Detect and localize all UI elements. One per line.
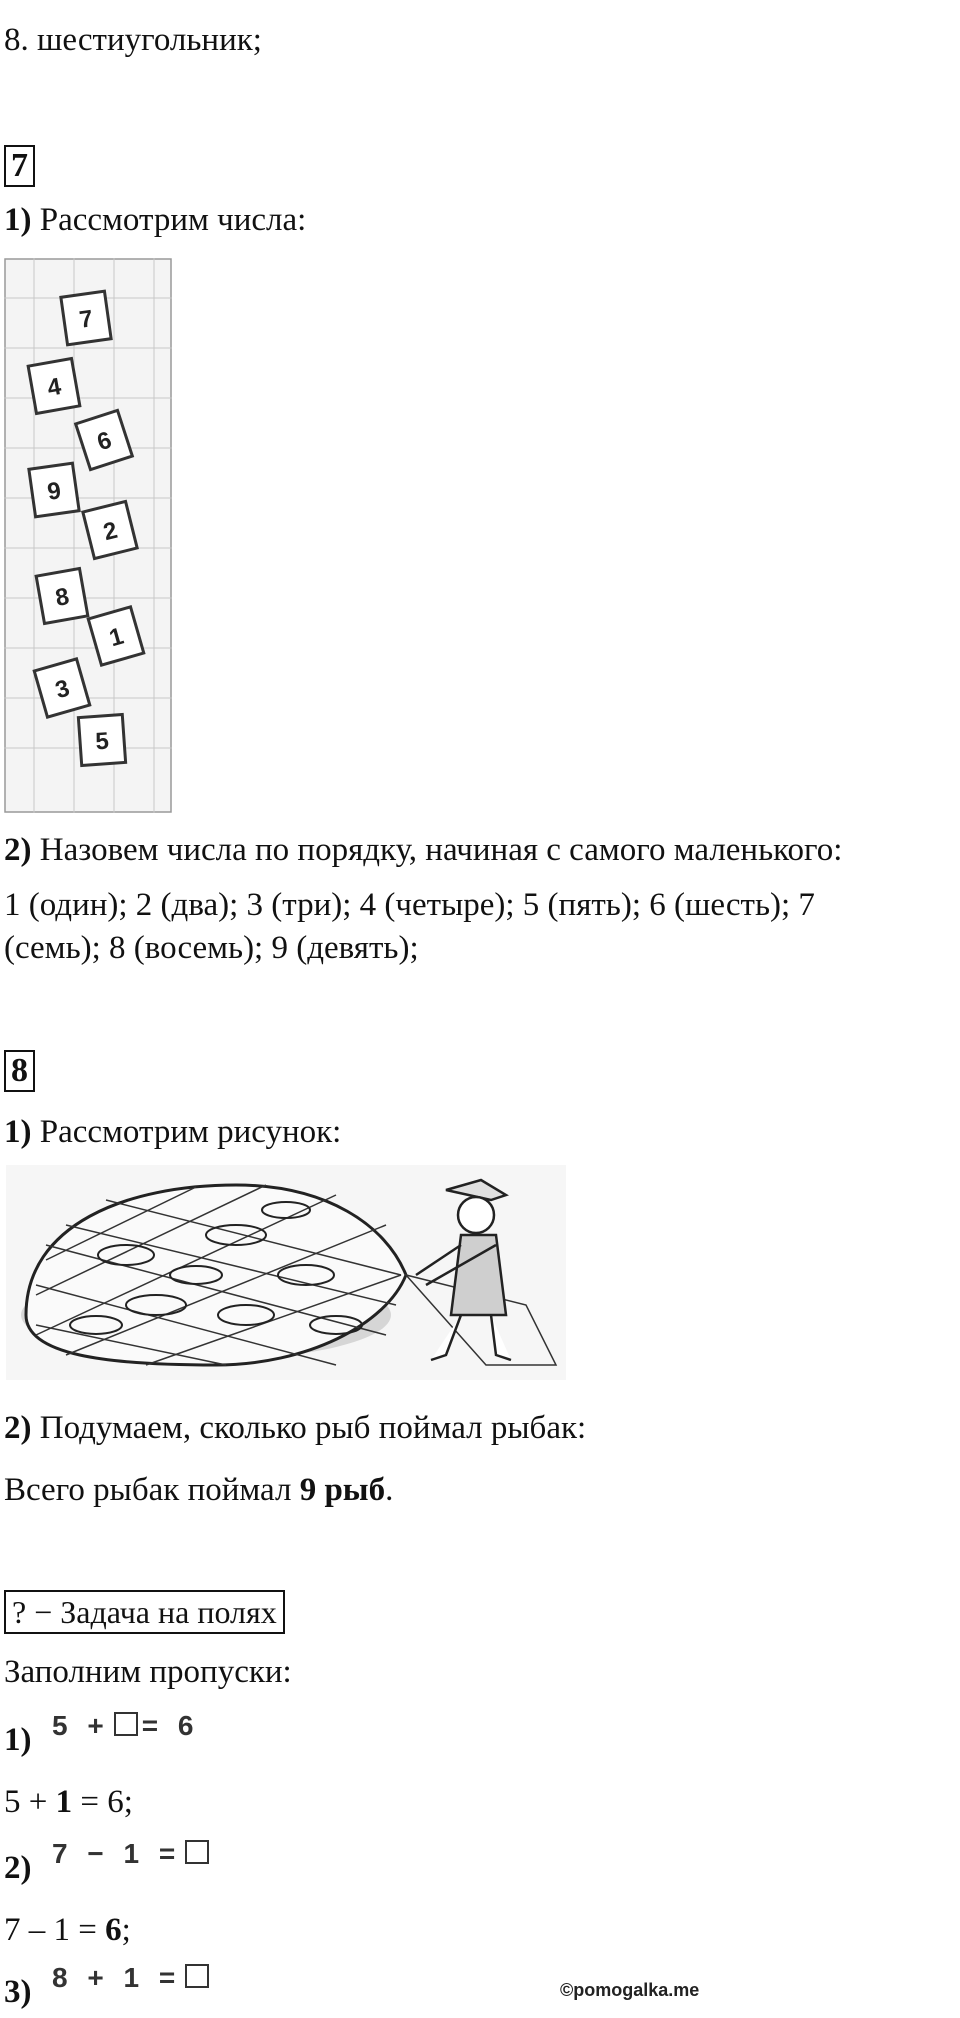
svg-text:8: 8 [53,583,72,612]
blank-square-icon [185,1964,209,1988]
fisherman-net-illustration [6,1165,566,1380]
card-2 [83,501,137,558]
section8-step1: 1) Рассмотрим рисунок: [4,1114,342,1150]
section7-answer-line2: (семь); 8 (восемь); 9 (девять); [4,930,419,966]
item3-label: 3) [4,1974,32,2010]
section8-result: Всего рыбак поймал 9 рыб. [4,1472,394,1508]
section7-step1: 1) Рассмотрим числа: [4,202,307,238]
item1-answer: 5 + 1 = 6; [4,1784,133,1820]
card-7 [61,291,111,345]
svg-text:6: 6 [93,426,115,457]
svg-text:9: 9 [45,477,63,506]
item2-equation: 7 − 1 = [52,1838,213,1870]
svg-text:4: 4 [45,373,64,402]
margin-task-title: ? − Задача на полях [4,1590,285,1634]
item2-label: 2) [4,1850,32,1886]
svg-text:5: 5 [94,727,110,756]
section7-answer-line1: 1 (один); 2 (два); 3 (три); 4 (четыре); 5 (пять); 6 (шесть); 7 [4,887,815,923]
section-number-8: 8 [4,1050,35,1092]
svg-text:2: 2 [100,516,121,547]
item1-label: 1) [4,1722,32,1758]
card-9 [29,463,79,517]
card-5 [78,715,125,766]
section-number-7: 7 [4,145,35,187]
section8-step2: 2) Подумаем, сколько рыб поймал рыбак: [4,1410,587,1446]
item2-answer: 7 – 1 = 6; [4,1912,131,1948]
card-4 [28,359,80,414]
number-cards-illustration [4,258,172,813]
svg-text:1: 1 [106,622,127,653]
blank-square-icon [185,1840,209,1864]
svg-text:3: 3 [52,674,73,705]
item1-equation: 5 + = 6 [52,1710,200,1741]
top-line: 8. шестиугольник; [4,22,262,58]
card-8 [36,569,88,624]
item3-equation: 8 + 1 = [52,1962,213,1994]
svg-text:7: 7 [77,305,95,334]
margin-task-intro: Заполним пропуски: [4,1654,292,1690]
footer-watermark: ©pomogalka.me [560,1980,700,2000]
section7-step2: 2) Назовем числа по порядку, начиная с самого маленького: [4,832,843,868]
blank-square-icon [114,1712,138,1736]
